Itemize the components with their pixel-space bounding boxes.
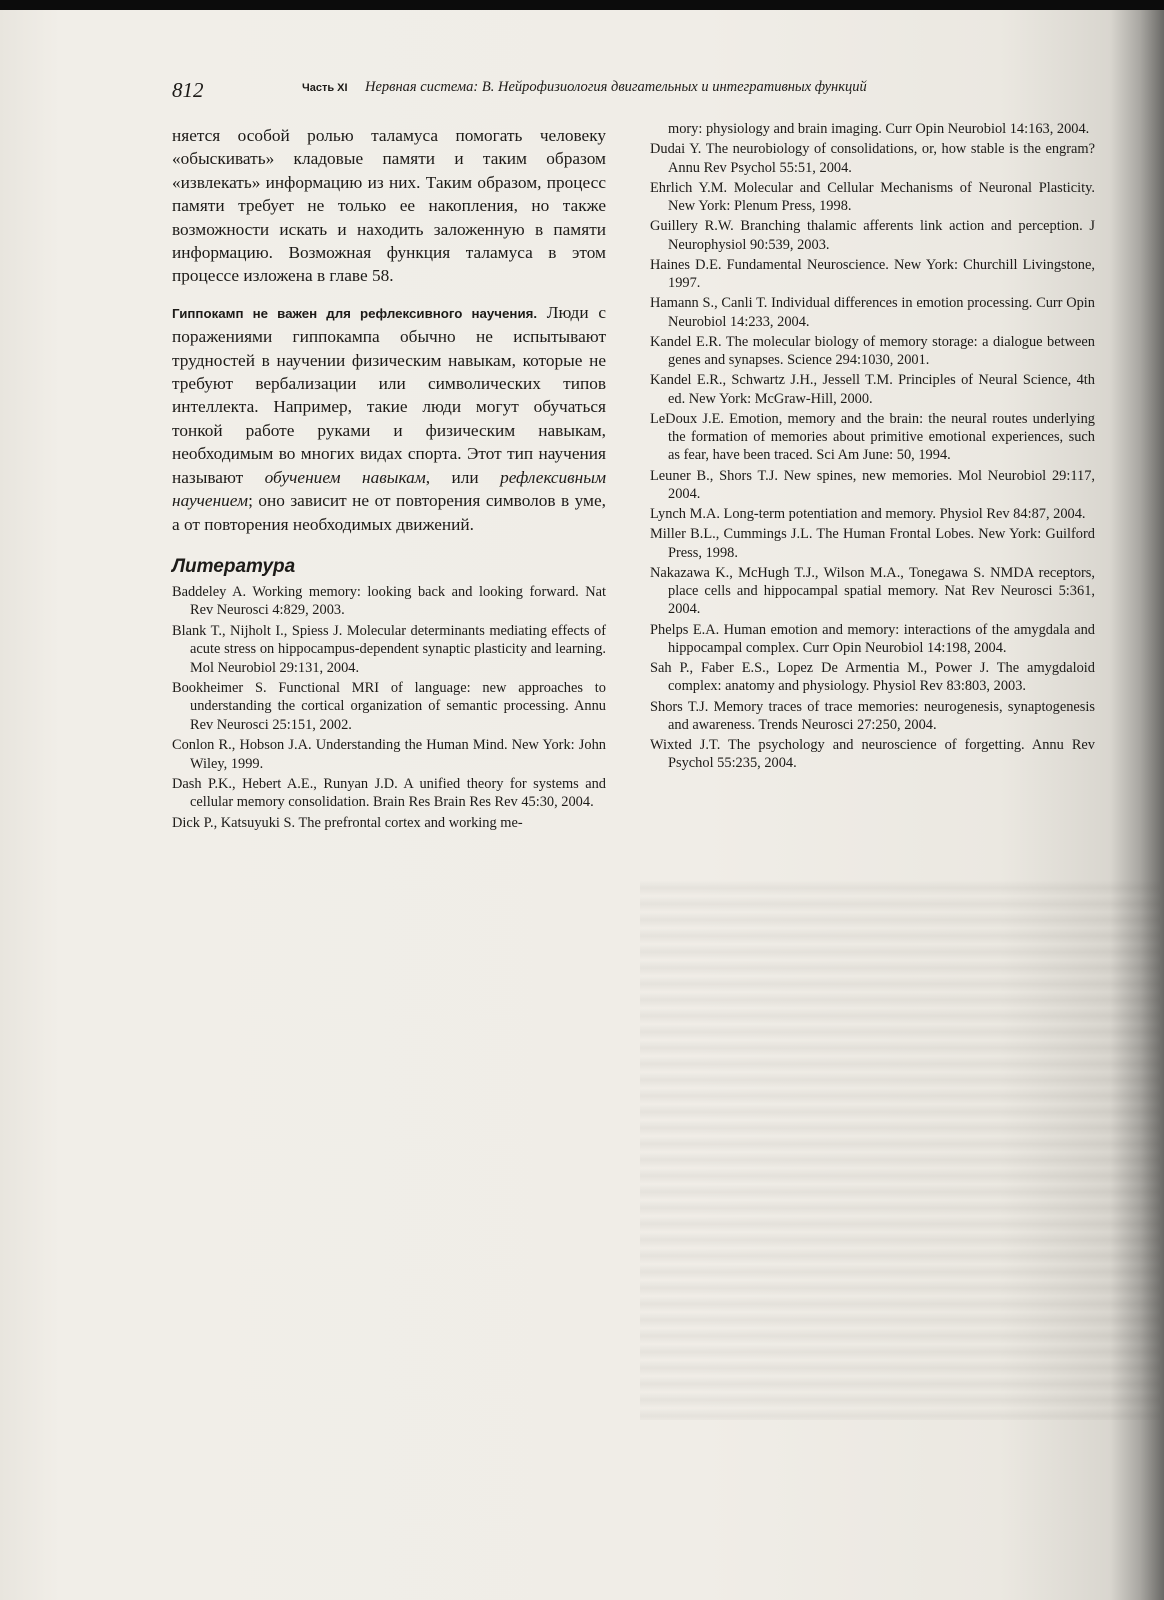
part-label: Часть XI [302,82,348,94]
body-paragraph-2 [172,301,606,536]
reference-item: Conlon R., Hobson J.A. Understanding the Human Mind. New York: John Wiley, 1999. [172,737,606,772]
paragraph-text: Люди с поражениями гиппокампа обычно не испытывают трудностей в научении физическим навыкам, которые не требуют вербализации или символических типов интеллекта. Например, такие люди могут обучаться тонкой работе руками и физическим навыкам, необходимым во многих видах спорта. Этот тип научения называют [172,302,606,487]
page-header [172,78,972,108]
reference-item: Dash P.K., Hebert A.E., Runyan J.D. A unified theory for systems and cellular memory consolidation. Brain Res Brain Res Rev 45:30, 2004. [172,775,606,811]
reference-item: Nakazawa K., McHugh T.J., Wilson M.A., Tonegawa S. NMDA receptors, place cells and hippocampal spatial memory. Nat Rev Neurosci 5:361, 2004. [650,564,1095,618]
reference-item: Sah P., Faber E.S., Lopez De Armentia M., Power J. The amygdaloid complex: anatomy and physiology. Physiol Rev 83:803, 2003. [650,660,1095,695]
reference-item: Blank T., Nijholt I., Spiess J. Molecular determinants mediating effects of acute stress on hippocampus-dependent synaptic plasticity and learning. Mol Neurobiol 29:131, 2004. [172,622,606,676]
reference-item: Haines D.E. Fundamental Neuroscience. New York: Churchill Livingstone, 1997. [650,256,1095,291]
reference-item: Miller B.L., Cummings J.L. The Human Frontal Lobes. New York: Guilford Press, 1998. [650,526,1095,561]
reference-item: Ehrlich Y.M. Molecular and Cellular Mechanisms of Neuronal Plasticity. New York: Plenum Press, 1998. [650,179,1095,214]
paragraph-text: ; оно зависит не от повторения символов в уме, а от повторения необходимых движений. [172,491,606,534]
reference-item: Phelps E.A. Human emotion and memory: interactions of the amygdala and hippocampal complex. Curr Opin Neurobiol 14:198, 2004. [650,621,1095,656]
paragraph-text: , или [425,467,501,487]
reference-item: Bookheimer S. Functional MRI of language: new approaches to understanding the cortical organization of semantic processing. Annu Rev Neurosci 25:151, 2002. [172,679,606,733]
right-column [650,120,1095,775]
reference-item: Lynch M.A. Long-term potentiation and memory. Physiol Rev 84:87, 2004. [650,506,1086,522]
reference-continuation: mory: physiology and brain imaging. Curr Opin Neurobiol 14:163, 2004. [668,121,1090,137]
term-skill-learning: обучением навыкам [264,467,426,487]
references-heading: Литература [172,555,296,577]
reference-item: LeDoux J.E. Emotion, memory and the brain: the neural routes underlying the formation of memories about primitive emotional experiences, such as fear, have been traced. Sci Am June: 50, 1994. [650,410,1095,464]
reference-item: Leuner B., Shors T.J. New spines, new memories. Mol Neurobiol 29:117, 2004. [650,467,1095,502]
reference-item: Shors T.J. Memory traces of trace memories: neurogenesis, synaptogenesis and awareness. Trends Neurosci 27:250, 2004. [650,698,1095,733]
show-through-shadow [640,880,1160,1420]
reference-item: Dick P., Katsuyuki S. The prefrontal cortex and working me- [172,814,523,831]
reference-item: Dudai Y. The neurobiology of consolidations, or, how stable is the engram? Annu Rev Psychol 55:51, 2004. [650,141,1095,176]
reference-item: Kandel E.R. The molecular biology of memory storage: a dialogue between genes and synapses. Science 294:1030, 2001. [650,333,1095,368]
left-column [172,124,606,834]
term-reflexive-learning: рефлексивным научением [172,467,606,511]
reference-item: Wixted J.T. The psychology and neuroscience of forgetting. Annu Rev Psychol 55:235, 2004. [650,737,1095,772]
reference-item: Kandel E.R., Schwartz J.H., Jessell T.M. Principles of Neural Science, 4th ed. New York: McGraw-Hill, 2000. [650,372,1095,407]
scanner-edge [0,0,1164,10]
paragraph-heading: Гиппокамп не важен для рефлексивного научения. [172,305,538,321]
reference-item: Hamann S., Canli T. Individual differences in emotion processing. Curr Opin Neurobiol 14:233, 2004. [650,295,1095,330]
page-number: 812 [172,78,204,102]
reference-item: Baddeley A. Working memory: looking back and looking forward. Nat Rev Neurosci 4:829, 2003. [172,583,606,619]
body-paragraph-1: няется особой ролью таламуса помогать человеку «обыскивать» кладовые памяти и таким образом «извлекать» информацию из них. Таким образом, процесс памяти требует не только ее накопления, но также возможности искать и находить заложенную в памяти информацию. Возможная функция таламуса в этом процессе изложена в главе 58. [172,126,606,286]
running-title: Нервная система: B. Нейрофизиология двигательных и интегративных функций [365,79,867,95]
reference-item: Guillery R.W. Branching thalamic afferents link action and perception. J Neurophysiol 90:539, 2003. [650,218,1095,253]
